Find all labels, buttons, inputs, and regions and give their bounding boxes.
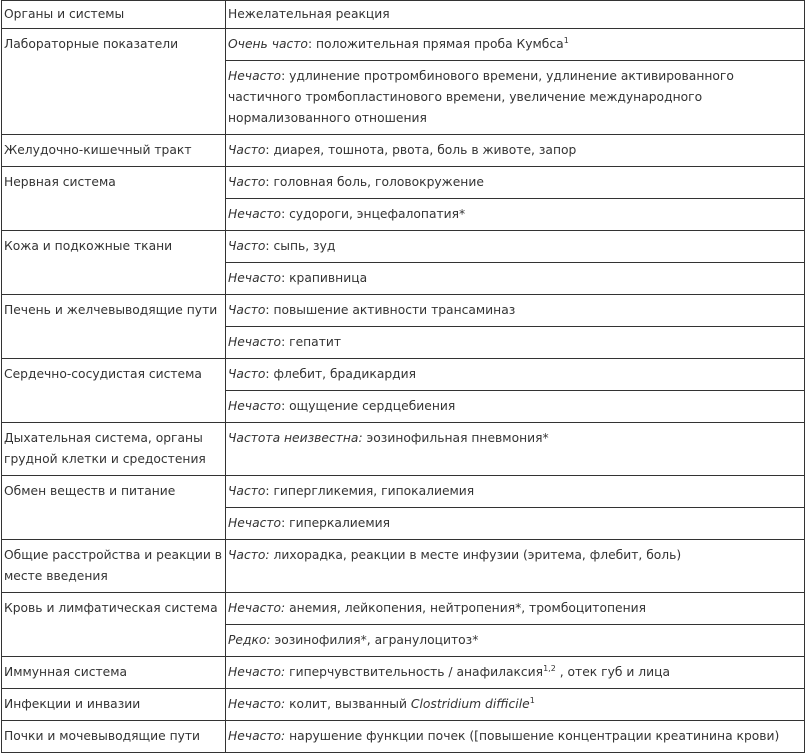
frequency-label: Нечасто	[228, 399, 282, 413]
reaction-cell	[226, 423, 805, 476]
reaction-text: : удлинение протромбинового времени, удлинение активированного частичного тромбопластинового времени, увеличение международного нормализованного отношения	[228, 69, 734, 125]
organ-cell: Почки и мочевыводящие пути	[2, 721, 226, 753]
reaction-cell	[226, 540, 805, 593]
frequency-label: Часто	[228, 239, 266, 253]
reaction-cell	[226, 29, 805, 61]
table-row	[2, 593, 805, 625]
organism-name: Clostridium difficile	[410, 697, 530, 711]
reaction-text: : положительная прямая проба Кумбса	[307, 37, 564, 51]
organ-cell: Иммунная система	[2, 657, 226, 689]
reaction-cell	[226, 231, 805, 263]
reaction-cell	[226, 721, 805, 753]
reaction-cell	[226, 625, 805, 657]
frequency-label: Часто:	[228, 548, 270, 562]
table-row	[2, 476, 805, 508]
reaction-cell	[226, 61, 805, 135]
table-row	[2, 359, 805, 391]
reaction-text: : гипергликемия, гипокалиемия	[265, 484, 475, 498]
organ-cell: Инфекции и инвазии	[2, 689, 226, 721]
reaction-cell	[226, 508, 805, 540]
reaction-text: : головная боль, головокружение	[265, 175, 484, 189]
header-organ-systems: Органы и системы	[2, 1, 226, 29]
reaction-cell	[226, 476, 805, 508]
table-row	[2, 689, 805, 721]
organ-cell: Нервная система	[2, 167, 226, 231]
reaction-text: эозинофилия*, агранулоцитоз*	[270, 633, 479, 647]
reaction-text: : гиперкалиемия	[281, 516, 391, 530]
frequency-label: Нечасто	[228, 69, 282, 83]
frequency-label: Частота неизвестна:	[228, 431, 363, 445]
reaction-text: гиперчувствительность / анафилаксия	[285, 665, 544, 679]
header-adverse-reaction: Нежелательная реакция	[226, 1, 805, 29]
adverse-reactions-table	[1, 0, 805, 753]
reaction-cell	[226, 263, 805, 295]
reaction-cell	[226, 657, 805, 689]
footnote-mark: 1	[529, 696, 535, 705]
reaction-cell	[226, 327, 805, 359]
frequency-label: Нечасто	[228, 207, 282, 221]
organ-cell: Печень и желчевыводящие пути	[2, 295, 226, 359]
frequency-label: Нечасто	[228, 271, 282, 285]
frequency-label: Нечасто:	[228, 729, 286, 743]
organ-cell: Лабораторные показатели	[2, 29, 226, 135]
reaction-text: колит, вызванный	[285, 697, 411, 711]
table-row	[2, 135, 805, 167]
frequency-label: Часто	[228, 484, 266, 498]
reaction-cell	[226, 167, 805, 199]
footnote-mark: 1,2	[543, 664, 556, 673]
reaction-text-continued: , отек губ и лица	[555, 665, 671, 679]
reaction-text: : флебит, брадикардия	[265, 367, 417, 381]
reaction-text: лихорадка, реакции в месте инфузии (эритема, флебит, боль)	[269, 548, 682, 562]
table-row	[2, 167, 805, 199]
frequency-label: Очень часто	[228, 37, 308, 51]
reaction-cell	[226, 135, 805, 167]
reaction-text: нарушение функции почек ([повышение концентрации креатинина крови)	[285, 729, 780, 743]
frequency-label: Часто	[228, 143, 266, 157]
reaction-cell	[226, 199, 805, 231]
table-row	[2, 721, 805, 753]
table-row	[2, 423, 805, 476]
frequency-label: Нечасто:	[228, 697, 286, 711]
table-row	[2, 657, 805, 689]
reaction-text: : ощущение сердцебиения	[281, 399, 456, 413]
reaction-text: : повышение активности трансаминаз	[265, 303, 516, 317]
reaction-cell	[226, 295, 805, 327]
frequency-label: Часто	[228, 303, 266, 317]
organ-cell: Кровь и лимфатическая система	[2, 593, 226, 657]
table-row	[2, 540, 805, 593]
reaction-text: : судороги, энцефалопатия*	[281, 207, 466, 221]
frequency-label: Часто	[228, 175, 266, 189]
reaction-text: : гепатит	[281, 335, 342, 349]
organ-cell: Кожа и подкожные ткани	[2, 231, 226, 295]
table-row	[2, 29, 805, 61]
frequency-label: Нечасто:	[228, 665, 286, 679]
frequency-label: Нечасто:	[228, 601, 286, 615]
reaction-text: : диарея, тошнота, рвота, боль в животе, запор	[265, 143, 577, 157]
table-header-row	[2, 1, 805, 29]
reaction-cell	[226, 359, 805, 391]
frequency-label: Часто	[228, 367, 266, 381]
organ-cell: Желудочно-кишечный тракт	[2, 135, 226, 167]
table-row	[2, 295, 805, 327]
reaction-text: : крапивница	[281, 271, 368, 285]
organ-cell: Обмен веществ и питание	[2, 476, 226, 540]
table-row	[2, 231, 805, 263]
reaction-text: анемия, лейкопения, нейтропения*, тромбоцитопения	[285, 601, 647, 615]
reaction-text: эозинофильная пневмония*	[362, 431, 549, 445]
reaction-text: : сыпь, зуд	[265, 239, 336, 253]
organ-cell: Общие расстройства и реакции в месте введения	[2, 540, 226, 593]
organ-cell: Сердечно-сосудистая система	[2, 359, 226, 423]
organ-cell: Дыхательная система, органы грудной клетки и средостения	[2, 423, 226, 476]
frequency-label: Редко:	[228, 633, 271, 647]
frequency-label: Нечасто	[228, 335, 282, 349]
reaction-cell	[226, 391, 805, 423]
reaction-cell	[226, 593, 805, 625]
footnote-mark: 1	[563, 36, 569, 45]
frequency-label: Нечасто	[228, 516, 282, 530]
reaction-cell	[226, 689, 805, 721]
